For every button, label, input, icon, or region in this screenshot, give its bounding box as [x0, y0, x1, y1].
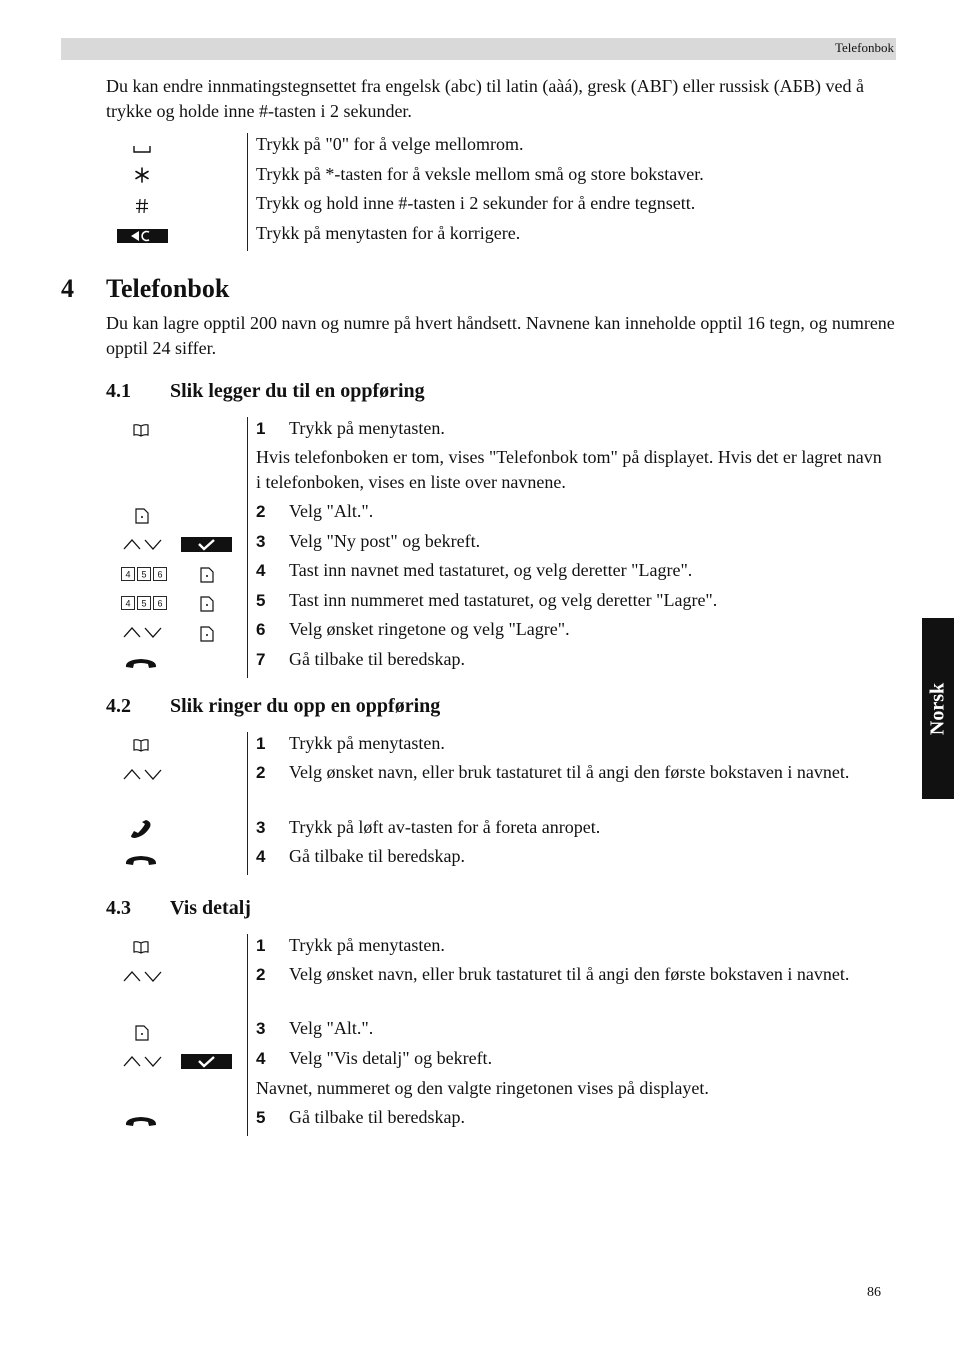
step-number: 1 [256, 734, 266, 753]
step-number: 1 [256, 936, 266, 955]
step-note: Hvis telefonboken er tom, vises "Telefonbok tom" på displayet. Hvis det er lagret navn i telefonboken, vises en liste over navnene. [256, 447, 882, 492]
step-text: Velg "Alt.". [289, 1018, 374, 1038]
step [256, 844, 888, 869]
phonebook-menu-icon [133, 423, 149, 437]
header-title: Telefonbok [834, 40, 894, 55]
hash-key-icon [135, 198, 149, 214]
steps-divider [247, 934, 248, 1136]
language-tab [922, 618, 954, 799]
step-text: Velg "Alt.". [289, 501, 374, 521]
up-down-arrows-icon [122, 537, 164, 551]
section-4-1-number: 4.1 [106, 380, 131, 402]
softkey-icon [135, 508, 149, 524]
step-text: Gå tilbake til beredskap. [289, 1107, 465, 1127]
step-text: Trykk på menytasten. [289, 935, 445, 955]
step-number: 2 [256, 502, 266, 521]
step-text: Velg "Vis detalj" og bekreft. [289, 1048, 493, 1068]
section-4-1-heading [106, 380, 425, 403]
step-text: Gå tilbake til beredskap. [289, 649, 465, 669]
key-row-menu: Trykk på menytasten for å korrigere. [256, 223, 521, 243]
step-note: Navnet, nummeret og den valgte ringetonen vises på displayet. [256, 1078, 709, 1098]
step-number: 7 [256, 650, 266, 669]
step-number: 5 [256, 591, 266, 610]
step-number: 3 [256, 818, 266, 837]
end-call-icon [124, 1114, 158, 1128]
step-text: Tast inn nummeret med tastaturet, og velg deretter "Lagre". [289, 590, 718, 610]
menu-clear-key-icon [117, 229, 168, 243]
keypad-digit: 4 [125, 569, 131, 580]
step [256, 588, 888, 613]
step-number: 2 [256, 763, 266, 782]
step [256, 1105, 888, 1130]
section-4-1-title: Slik legger du til en oppføring [170, 380, 425, 402]
section-4-2-title: Slik ringer du opp en oppføring [170, 695, 441, 717]
softkey-icon [135, 1025, 149, 1041]
section-4-3-heading [106, 897, 251, 920]
step-number: 6 [256, 620, 266, 639]
softkey-icon [200, 596, 214, 612]
step-text: Velg ønsket navn, eller bruk tastaturet til å angi den første bokstaven i navnet. [289, 762, 850, 782]
header-bar [61, 38, 896, 60]
steps-divider [247, 417, 248, 678]
end-call-icon [124, 853, 158, 867]
key-row-hash: Trykk og hold inne #-tasten i 2 sekunder for å endre tegnsett. [256, 193, 696, 213]
step [256, 760, 888, 785]
up-down-arrows-icon [122, 767, 164, 781]
end-call-icon [124, 656, 158, 670]
keypad-digit: 5 [141, 598, 147, 609]
step-number: 2 [256, 965, 266, 984]
step-text: Trykk på menytasten. [289, 733, 445, 753]
section-4-heading [61, 274, 229, 304]
step [256, 962, 888, 987]
keypad-digit: 4 [125, 598, 131, 609]
step [256, 815, 888, 840]
step-number: 5 [256, 1108, 266, 1127]
keypad-digit: 6 [157, 569, 163, 580]
space-key-icon [133, 144, 151, 154]
step-text: Velg "Ny post" og bekreft. [289, 531, 481, 551]
intro-paragraph: Du kan endre innmatingstegnsettet fra engelsk (abc) til latin (aàá), gresk (ΑΒΓ) eller russisk (АБВ) ved å trykke og holde inne #-tasten i 2 sekunder. [106, 76, 864, 121]
step [256, 1016, 888, 1041]
keypad-digit: 5 [141, 569, 147, 580]
confirm-check-icon [181, 1054, 232, 1069]
step-text: Velg ønsket ringetone og velg "Lagre". [289, 619, 570, 639]
up-down-arrows-icon [122, 625, 164, 639]
softkey-icon [200, 567, 214, 583]
section-4-number: 4 [61, 274, 74, 303]
keypad-digit: 6 [157, 598, 163, 609]
steps-divider [247, 732, 248, 875]
phonebook-menu-icon [133, 738, 149, 752]
step [256, 731, 888, 756]
step-text: Trykk på løft av-tasten for å foreta anropet. [289, 817, 601, 837]
section-4-3-title: Vis detalj [170, 897, 251, 919]
up-down-arrows-icon [122, 969, 164, 983]
page-number: 86 [867, 1285, 881, 1300]
step-number: 3 [256, 1019, 266, 1038]
step [256, 416, 888, 441]
off-hook-call-icon [129, 820, 153, 838]
phonebook-menu-icon [133, 940, 149, 954]
step-text: Trykk på menytasten. [289, 418, 445, 438]
up-down-arrows-icon [122, 1054, 164, 1068]
step [256, 1046, 888, 1071]
section-4-title: Telefonbok [106, 274, 230, 303]
section-4-2-number: 4.2 [106, 695, 131, 717]
step [256, 617, 888, 642]
step [256, 499, 888, 524]
language-tab-label: Norsk [926, 682, 949, 735]
step-number: 4 [256, 561, 266, 580]
step [256, 647, 888, 672]
step [256, 558, 888, 583]
confirm-check-icon [181, 537, 232, 552]
section-4-3-number: 4.3 [106, 897, 131, 919]
keypad-keys-icon [121, 567, 167, 581]
step-text: Gå tilbake til beredskap. [289, 846, 465, 866]
step-text: Tast inn navnet med tastaturet, og velg deretter "Lagre". [289, 560, 693, 580]
keypad-keys-icon [121, 596, 167, 610]
key-row-star: Trykk på *-tasten for å veksle mellom små og store bokstaver. [256, 164, 704, 184]
step-text: Velg ønsket navn, eller bruk tastaturet til å angi den første bokstaven i navnet. [289, 964, 850, 984]
section-4-2-heading [106, 695, 440, 718]
step [256, 933, 888, 958]
softkey-icon [200, 626, 214, 642]
step-number: 4 [256, 847, 266, 866]
section-4-text: Du kan lagre opptil 200 navn og numre på hvert håndsett. Navnene kan inneholde opptil 16 tegn, og numrene opptil 24 siffer. [106, 313, 895, 358]
step-number: 1 [256, 419, 266, 438]
step-number: 4 [256, 1049, 266, 1068]
table-divider [247, 133, 248, 251]
star-key-icon [134, 167, 150, 183]
key-row-space: Trykk på "0" for å velge mellomrom. [256, 134, 524, 154]
step-number: 3 [256, 532, 266, 551]
step [256, 529, 888, 554]
